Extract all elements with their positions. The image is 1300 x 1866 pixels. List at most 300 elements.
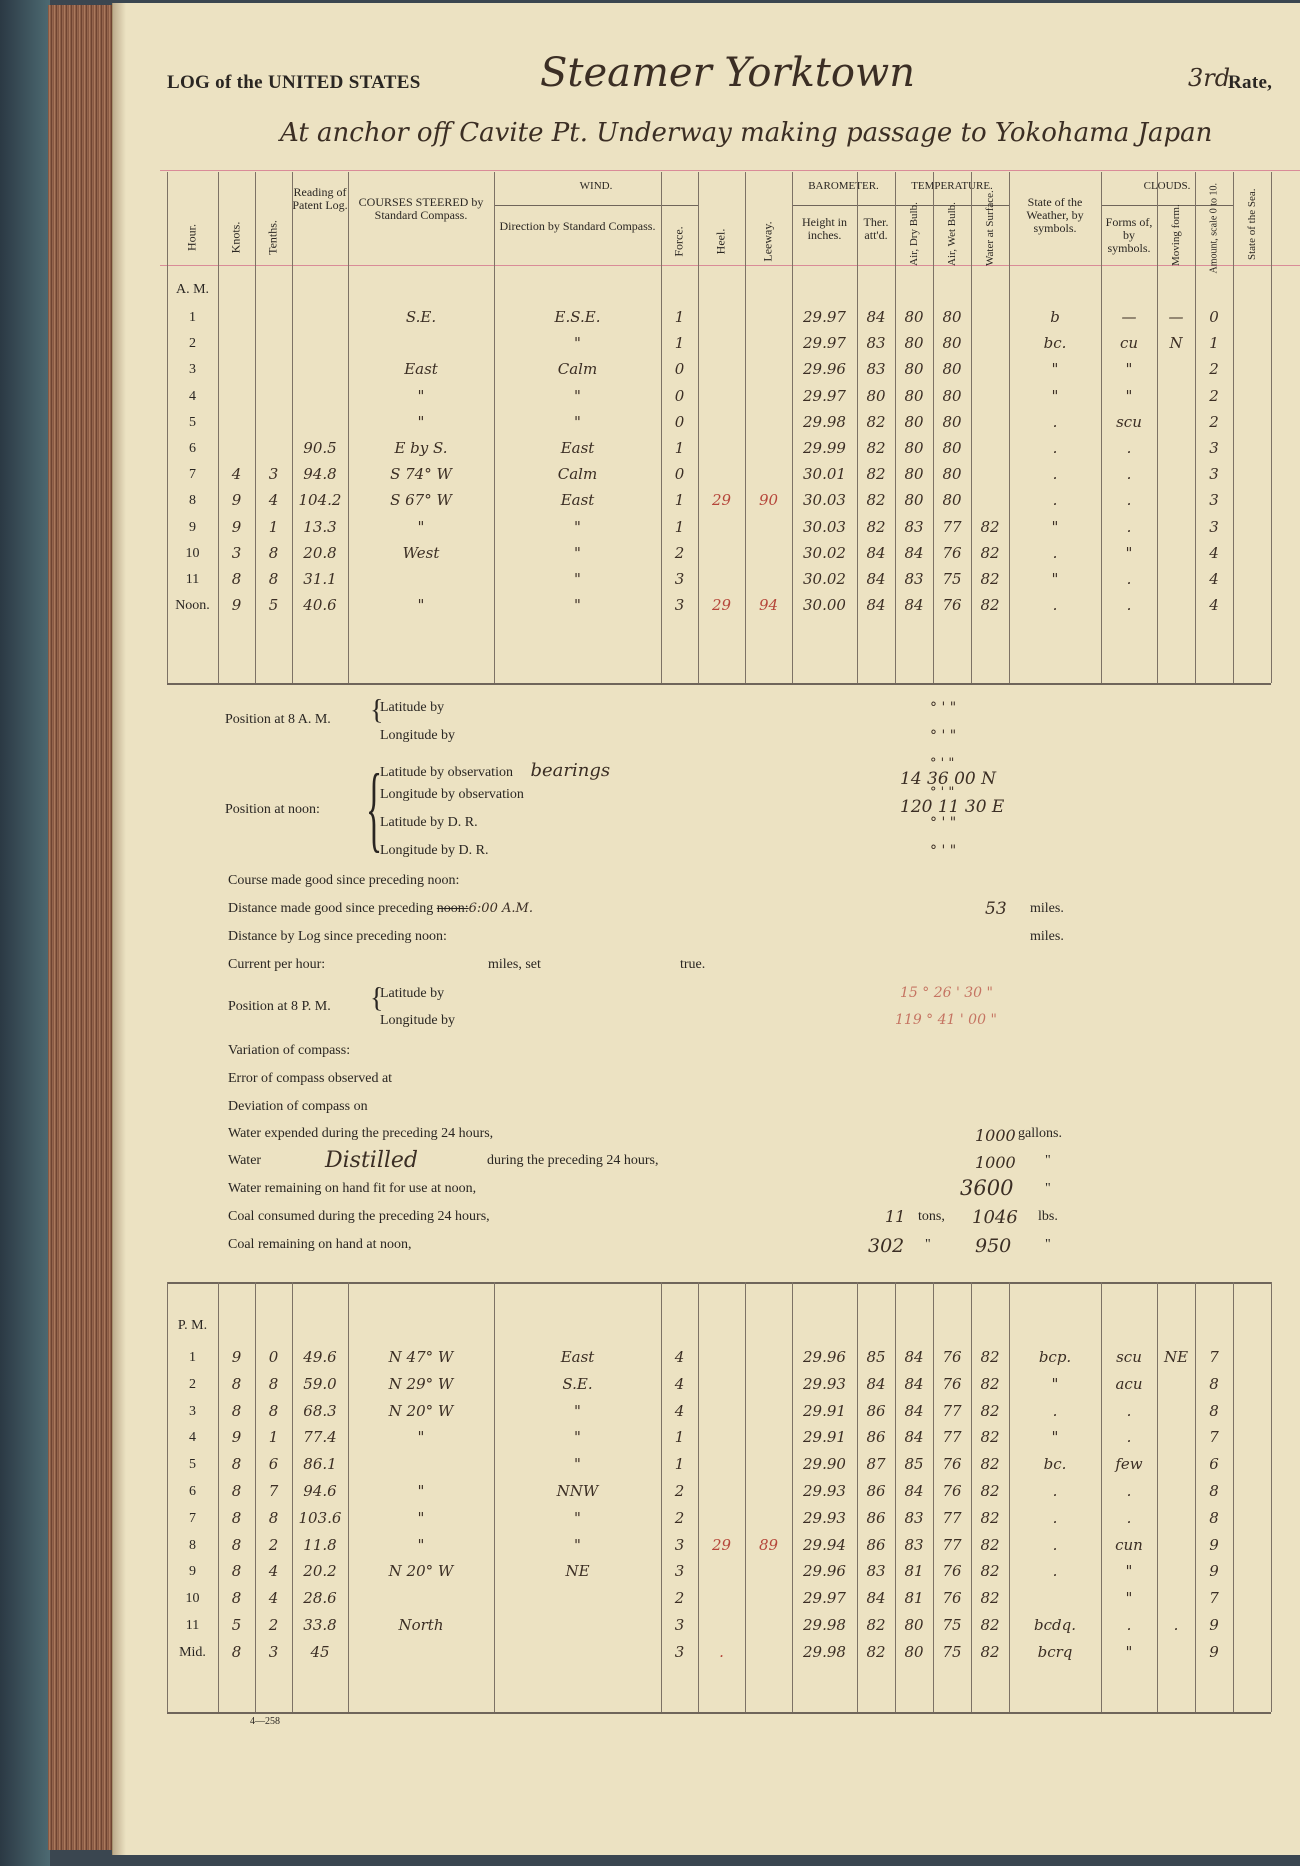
pm-cell-log-4: 86.1 — [303, 1455, 337, 1474]
pm-cell-weather-2: . — [1052, 1401, 1058, 1420]
pm-cell-forms-6: . — [1126, 1508, 1132, 1527]
am-cell-tenths-7: 4 — [268, 491, 279, 510]
am-cell-amount-3: 2 — [1209, 386, 1219, 405]
pm-cell-water-5: 82 — [980, 1482, 1000, 1500]
col-dry: Air, Dry Bulb. — [908, 202, 920, 266]
am-cell-ther-3: 80 — [866, 386, 886, 405]
pm-cell-forms-0: scu — [1116, 1348, 1142, 1366]
am-cell-forms-10: . — [1126, 570, 1132, 588]
pm-cell-bar-11: 29.98 — [803, 1642, 846, 1661]
col-forms: Forms of, by symbols. — [1105, 215, 1153, 255]
pm-cell-ther-6: 86 — [866, 1508, 886, 1527]
pm-cell-bar-2: 29.91 — [803, 1401, 846, 1420]
label-8pm-lat: Latitude by — [380, 986, 445, 1001]
pm-cell-bar-4: 29.90 — [803, 1455, 846, 1474]
pm-cell-amount-7: 9 — [1209, 1535, 1219, 1554]
pm-cell-weather-0: bcp. — [1038, 1348, 1072, 1366]
am-cell-bar-0: 29.97 — [803, 308, 846, 326]
am-hour-6: 7 — [189, 467, 196, 483]
pm-cell-bar-0: 29.96 — [803, 1348, 846, 1366]
rate-number: 3rd — [1188, 64, 1231, 92]
am-cell-heel-11: 29 — [711, 596, 732, 615]
pm-cell-ther-3: 86 — [866, 1428, 886, 1447]
pm-cell-knots-4: 8 — [231, 1455, 242, 1474]
pm-cell-water-3: 82 — [980, 1428, 1000, 1447]
label-variation: Variation of compass: — [228, 1043, 351, 1058]
am-cell-course-4: " — [417, 412, 425, 431]
col-tenths: Tenths. — [265, 220, 280, 255]
pm-cell-moving-10: . — [1173, 1616, 1179, 1634]
am-cell-water-11: 82 — [980, 596, 1000, 615]
pm-cell-ther-5: 86 — [866, 1482, 886, 1500]
pm-cell-course-1: N 29° W — [388, 1374, 454, 1393]
am-cell-dry-5: 80 — [904, 439, 924, 457]
col-leeway: Leeway. — [760, 221, 775, 262]
pm-cell-course-3: " — [417, 1428, 425, 1447]
am-cell-wet-4: 80 — [942, 412, 962, 431]
am-cell-ther-1: 83 — [866, 334, 886, 353]
am-cell-tenths-8: 1 — [268, 517, 279, 536]
brace-noon: { — [366, 754, 383, 861]
am-hour-8: 9 — [189, 519, 196, 535]
col-bar-height: Height in inches. — [802, 215, 847, 242]
label-dist-log: Distance by Log since preceding noon: — [228, 929, 447, 944]
am-cell-ther-6: 82 — [866, 465, 886, 484]
label-noon-lon-obs: Longitude by observation — [380, 787, 524, 802]
am-cell-forms-11: . — [1126, 596, 1132, 615]
am-cell-forms-2: " — [1125, 360, 1133, 379]
pm-cell-dry-8: 81 — [904, 1562, 924, 1581]
book-page-edges — [48, 5, 118, 1850]
am-cell-dry-7: 80 — [904, 491, 924, 510]
am-hour-0: 1 — [189, 310, 196, 325]
marks-noon-lon: ° ' " — [930, 785, 955, 800]
pm-cell-log-6: 103.6 — [298, 1508, 342, 1527]
am-cell-course-5: E by S. — [394, 439, 448, 457]
vessel-name: Steamer Yorktown — [540, 50, 915, 96]
pm-cell-dry-6: 83 — [904, 1508, 924, 1527]
am-cell-forms-0: — — [1121, 308, 1137, 326]
pm-cell-forms-3: . — [1126, 1428, 1132, 1447]
pm-cell-water-4: 82 — [980, 1455, 1000, 1474]
value-8pm-lon: 119 ° 41 ' 00 " — [895, 1012, 997, 1028]
brace-8am: { — [370, 695, 384, 726]
pm-top-rule — [167, 1282, 1271, 1284]
am-cell-knots-6: 4 — [231, 465, 242, 484]
label-noon-lat-dr: Latitude by D. R. — [380, 815, 478, 830]
pm-cell-wdir-5: NNW — [556, 1482, 599, 1500]
pm-cell-force-5: 2 — [674, 1482, 685, 1500]
background-dark — [0, 0, 50, 1866]
label-dist-good — [228, 901, 533, 917]
pm-vline-heel — [745, 1282, 746, 1712]
am-cell-weather-3: " — [1051, 386, 1059, 405]
marks-noon-lon-dr: ° ' " — [930, 843, 957, 859]
pm-cell-dry-11: 80 — [904, 1642, 924, 1661]
label-water-remaining: Water remaining on hand fit for use at noon, — [228, 1181, 477, 1196]
value-dist-good: 53 — [985, 899, 1007, 919]
am-cell-bar-1: 29.97 — [803, 334, 846, 353]
pm-cell-log-1: 59.0 — [303, 1374, 337, 1393]
am-cell-weather-10: " — [1051, 570, 1059, 588]
pm-cell-force-7: 3 — [674, 1535, 685, 1554]
am-cell-forms-7: . — [1126, 491, 1132, 510]
am-cell-weather-7: . — [1052, 491, 1058, 510]
pm-cell-weather-11: bcrq — [1037, 1642, 1073, 1661]
ditto-gallons-2: " — [1045, 1181, 1051, 1196]
pm-hour-5: 6 — [189, 1484, 196, 1499]
am-vline-forms — [1157, 172, 1158, 683]
pm-cell-wet-3: 77 — [942, 1428, 962, 1447]
am-cell-wdir-5: East — [560, 439, 595, 457]
am-cell-wet-8: 77 — [942, 517, 962, 536]
am-cell-bar-2: 29.96 — [803, 360, 846, 379]
pm-cell-weather-10: bcdq. — [1034, 1616, 1076, 1634]
pm-cell-knots-3: 9 — [231, 1428, 242, 1447]
pm-cell-wet-11: 75 — [942, 1642, 962, 1661]
pm-cell-ther-1: 84 — [866, 1374, 886, 1393]
pm-cell-weather-7: . — [1052, 1535, 1058, 1554]
pm-cell-force-10: 3 — [674, 1616, 685, 1634]
am-cell-force-8: 1 — [674, 517, 685, 536]
pm-cell-knots-0: 9 — [231, 1348, 242, 1366]
pm-cell-water-10: 82 — [980, 1616, 1000, 1634]
am-cell-wdir-3: " — [574, 386, 581, 405]
am-cell-forms-1: cu — [1119, 334, 1139, 353]
col-force: Force. — [671, 226, 686, 257]
pm-cell-log-10: 33.8 — [303, 1616, 337, 1634]
am-cell-dry-10: 83 — [904, 570, 924, 588]
am-cell-force-2: 0 — [674, 360, 685, 379]
pm-hour-4: 5 — [189, 1457, 196, 1473]
am-cell-tenths-6: 3 — [268, 465, 279, 484]
am-cell-force-6: 0 — [674, 465, 685, 484]
col-temperature: TEMPERATURE. — [911, 180, 993, 192]
pm-cell-course-7: " — [417, 1535, 425, 1554]
am-cell-ther-2: 83 — [866, 360, 886, 379]
am-cell-amount-5: 3 — [1209, 439, 1219, 457]
ditto-lbs: " — [1045, 1237, 1051, 1252]
pm-cell-forms-10: . — [1126, 1616, 1132, 1634]
am-hour-11: Noon. — [175, 598, 210, 614]
am-cell-dry-4: 80 — [904, 412, 924, 431]
am-cell-dry-6: 80 — [904, 465, 924, 484]
brace-8pm: { — [370, 983, 384, 1014]
pm-cell-course-5: " — [417, 1482, 425, 1500]
am-cell-dry-0: 80 — [904, 308, 924, 326]
pm-cell-forms-4: few — [1115, 1455, 1143, 1474]
pm-cell-force-6: 2 — [674, 1508, 685, 1527]
pm-cell-amount-5: 8 — [1209, 1482, 1219, 1500]
label-water-during: during the preceding 24 hours, — [487, 1153, 659, 1168]
marks-8am-lon: ° ' " — [930, 728, 957, 744]
pm-cell-tenths-4: 6 — [268, 1455, 279, 1474]
pm-cell-amount-8: 9 — [1209, 1562, 1219, 1581]
pm-cell-force-8: 3 — [674, 1562, 685, 1581]
am-hour-1: 2 — [189, 336, 196, 352]
pm-cell-weather-5: . — [1052, 1482, 1058, 1500]
label-miles-2: miles. — [1030, 929, 1064, 944]
am-cell-forms-8: . — [1126, 517, 1132, 536]
value-coal-rem-tons: 302 — [868, 1235, 905, 1257]
am-cell-amount-8: 3 — [1209, 517, 1219, 536]
pm-cell-tenths-10: 2 — [268, 1616, 279, 1634]
pm-cell-knots-10: 5 — [231, 1616, 242, 1634]
pm-cell-heel-7: 29 — [711, 1535, 732, 1554]
pm-hour-3: 4 — [189, 1430, 196, 1446]
pm-cell-water-2: 82 — [980, 1401, 1000, 1420]
marks-8am-lat: ° ' " — [930, 700, 957, 716]
label-error: Error of compass observed at — [228, 1071, 393, 1086]
col-wind: WIND. — [579, 180, 613, 192]
am-cell-dry-11: 84 — [904, 596, 924, 615]
label-coal-remaining: Coal remaining on hand at noon, — [228, 1237, 412, 1252]
col-hour: Hour. — [184, 224, 199, 251]
am-cell-course-7: S 67° W — [390, 491, 452, 510]
pm-cell-dry-0: 84 — [904, 1348, 924, 1366]
marks-noon-lat-dr: ° ' " — [930, 815, 957, 831]
am-cell-knots-9: 3 — [231, 543, 242, 562]
am-cell-force-3: 0 — [674, 386, 685, 405]
pm-cell-amount-4: 6 — [1209, 1455, 1219, 1474]
am-cell-wdir-8: " — [574, 517, 581, 536]
marks-noon-lat: ° ' " — [930, 756, 955, 771]
pm-cell-dry-7: 83 — [904, 1535, 924, 1554]
label-water: Water — [228, 1153, 262, 1168]
pm-cell-forms-2: . — [1126, 1401, 1132, 1420]
pm-cell-wdir-0: East — [560, 1348, 595, 1366]
pm-cell-wet-10: 75 — [942, 1616, 962, 1634]
am-cell-amount-4: 2 — [1209, 412, 1219, 431]
am-cell-dry-8: 83 — [904, 517, 924, 536]
label-deviation: Deviation of compass on — [228, 1099, 368, 1114]
am-cell-wdir-0: E.S.E. — [554, 308, 601, 326]
value-coal-lbs: 1046 — [972, 1207, 1018, 1228]
value-water-distilled: 1000 — [975, 1153, 1016, 1172]
am-cell-wet-9: 76 — [942, 543, 962, 562]
am-cell-weather-1: bc. — [1043, 334, 1067, 353]
form-number: 4—258 — [250, 1716, 280, 1727]
ditto-tons: " — [925, 1237, 931, 1252]
pm-cell-force-11: 3 — [674, 1642, 685, 1661]
am-cell-bar-9: 30.02 — [803, 543, 846, 562]
pm-cell-wet-0: 76 — [942, 1348, 962, 1366]
am-cell-wdir-11: " — [574, 596, 581, 615]
am-cell-course-6: S 74° W — [390, 465, 452, 484]
col-knots: Knots. — [228, 221, 243, 254]
pm-cell-wdir-6: " — [574, 1508, 581, 1527]
am-cell-force-7: 1 — [674, 491, 685, 510]
rate-label: Rate, — [1228, 72, 1273, 93]
pm-cell-tenths-0: 0 — [268, 1348, 279, 1366]
value-water-expended: 1000 — [975, 1126, 1016, 1145]
am-cell-leeway-7: 90 — [758, 491, 779, 510]
pm-cell-weather-6: . — [1052, 1508, 1058, 1527]
col-patent-log: Reading of Patent Log. — [292, 185, 348, 212]
pm-cell-bar-10: 29.98 — [803, 1616, 846, 1634]
pm-cell-knots-6: 8 — [231, 1508, 242, 1527]
value-water-remaining: 3600 — [960, 1176, 1014, 1200]
pm-cell-knots-2: 8 — [231, 1401, 242, 1420]
am-cell-log-11: 40.6 — [303, 596, 337, 615]
col-wet: Air, Wet Bulb. — [946, 202, 958, 266]
am-cell-course-11: " — [417, 596, 425, 615]
am-hour-5: 6 — [189, 441, 196, 456]
pm-cell-wet-6: 77 — [942, 1508, 962, 1527]
pm-cell-amount-2: 8 — [1209, 1401, 1219, 1420]
pm-cell-wet-5: 76 — [942, 1482, 962, 1500]
pm-period-label: P. M. — [177, 1318, 208, 1333]
pm-cell-wdir-7: " — [574, 1535, 581, 1554]
pm-cell-force-9: 2 — [674, 1589, 685, 1608]
am-cell-dry-9: 84 — [904, 543, 924, 562]
pm-cell-ther-0: 85 — [866, 1348, 886, 1366]
am-cell-tenths-10: 8 — [268, 570, 279, 588]
pm-vline-forms — [1157, 1282, 1158, 1712]
pm-cell-water-7: 82 — [980, 1535, 1000, 1554]
label-position-8pm: Position at 8 P. M. — [228, 999, 331, 1014]
pm-cell-tenths-11: 3 — [268, 1642, 279, 1661]
am-cell-force-4: 0 — [674, 412, 685, 431]
pm-cell-log-11: 45 — [310, 1642, 330, 1661]
pm-cell-course-2: N 20° W — [388, 1401, 454, 1420]
label-course-good: Course made good since preceding noon: — [228, 873, 460, 888]
pm-cell-water-8: 82 — [980, 1562, 1000, 1581]
pm-cell-forms-8: " — [1125, 1562, 1133, 1581]
am-cell-wdir-10: " — [574, 570, 581, 588]
rule-top — [160, 170, 1300, 171]
am-cell-weather-4: . — [1052, 412, 1058, 431]
log-prefix: LOG of the — [167, 72, 263, 93]
am-cell-weather-11: . — [1052, 596, 1058, 615]
label-coal-consumed: Coal consumed during the preceding 24 hours, — [228, 1209, 490, 1224]
pm-cell-forms-7: cun — [1115, 1535, 1143, 1554]
pm-cell-wet-1: 76 — [942, 1374, 962, 1393]
pm-cell-dry-9: 81 — [904, 1589, 924, 1608]
pm-cell-amount-3: 7 — [1209, 1428, 1219, 1447]
col-ther: Ther. att'd. — [863, 215, 889, 242]
am-cell-amount-9: 4 — [1209, 543, 1219, 562]
am-cell-wdir-6: Calm — [557, 465, 598, 484]
am-cell-wdir-4: " — [574, 412, 581, 431]
pm-cell-log-3: 77.4 — [303, 1428, 337, 1447]
label-position-noon: Position at noon: — [225, 802, 320, 817]
pm-cell-log-2: 68.3 — [303, 1401, 337, 1420]
label-noon-lat-obs — [380, 760, 610, 781]
am-cell-knots-11: 9 — [231, 596, 242, 615]
col-clouds: CLOUDS. — [1143, 180, 1191, 192]
am-cell-log-6: 94.8 — [303, 465, 337, 484]
am-cell-log-8: 13.3 — [303, 517, 337, 536]
am-cell-forms-9: " — [1125, 543, 1133, 562]
log-us: UNITED STATES — [267, 72, 421, 93]
am-hour-4: 5 — [189, 414, 196, 430]
am-cell-force-5: 1 — [674, 439, 685, 457]
pm-cell-bar-8: 29.96 — [803, 1562, 846, 1581]
am-cell-force-10: 3 — [674, 570, 685, 588]
pm-cell-weather-4: bc. — [1043, 1455, 1067, 1474]
am-bottom-rule — [167, 683, 1271, 685]
pm-cell-tenths-9: 4 — [268, 1589, 279, 1608]
pm-cell-forms-5: . — [1126, 1482, 1132, 1500]
pm-cell-bar-6: 29.93 — [803, 1508, 846, 1527]
am-cell-water-8: 82 — [980, 517, 1000, 536]
am-cell-bar-5: 29.99 — [803, 439, 846, 457]
pm-cell-wdir-3: " — [574, 1428, 581, 1447]
pm-cell-water-9: 82 — [980, 1589, 1000, 1608]
pm-cell-bar-7: 29.94 — [803, 1535, 846, 1554]
am-cell-ther-11: 84 — [866, 596, 886, 615]
am-cell-wet-10: 75 — [942, 570, 962, 588]
pm-cell-ther-4: 87 — [866, 1455, 886, 1474]
pm-cell-tenths-7: 2 — [268, 1535, 279, 1554]
am-cell-log-7: 104.2 — [298, 491, 342, 510]
am-cell-tenths-11: 5 — [268, 596, 279, 615]
value-noon-lat: 14 36 00 N — [900, 769, 996, 789]
pm-cell-knots-9: 8 — [231, 1589, 242, 1608]
am-cell-wdir-9: " — [574, 543, 581, 562]
am-cell-knots-8: 9 — [231, 517, 242, 536]
am-cell-weather-9: . — [1052, 543, 1058, 562]
pm-cell-bar-1: 29.93 — [803, 1374, 846, 1393]
pm-hour-1: 2 — [189, 1376, 196, 1392]
hand-bearings: bearings — [530, 760, 611, 781]
value-8pm-lat: 15 ° 26 ' 30 " — [900, 985, 993, 1001]
am-cell-wet-11: 76 — [942, 596, 962, 615]
am-cell-log-5: 90.5 — [303, 439, 337, 457]
label-dist-good-text: Distance made good since preceding — [228, 901, 434, 916]
pm-cell-ther-11: 82 — [866, 1642, 886, 1661]
am-cell-forms-6: . — [1126, 465, 1132, 484]
pm-cell-moving-0: NE — [1163, 1348, 1189, 1366]
am-cell-weather-0: b — [1050, 308, 1060, 326]
pm-cell-amount-0: 7 — [1209, 1348, 1219, 1366]
pm-cell-weather-8: . — [1052, 1562, 1058, 1581]
pm-cell-log-7: 11.8 — [303, 1535, 337, 1554]
pm-cell-log-0: 49.6 — [303, 1348, 337, 1366]
am-cell-amount-10: 4 — [1209, 570, 1219, 588]
pm-hour-2: 3 — [189, 1403, 196, 1419]
am-cell-weather-8: " — [1051, 517, 1059, 536]
am-cell-bar-11: 30.00 — [803, 596, 846, 615]
pm-hour-0: 1 — [189, 1350, 196, 1365]
am-cell-wdir-1: " — [574, 334, 581, 353]
pm-cell-ther-7: 86 — [866, 1535, 886, 1554]
location-line: At anchor off Cavite Pt. Underway making passage to Yokohama Japan — [280, 118, 1213, 148]
pm-cell-forms-9: " — [1125, 1589, 1133, 1608]
col-barometer: BAROMETER. — [808, 180, 879, 192]
pm-cell-tenths-2: 8 — [268, 1401, 279, 1420]
pm-cell-wet-2: 77 — [942, 1401, 962, 1420]
am-cell-ther-5: 82 — [866, 439, 886, 457]
col-heel: Heel. — [713, 228, 728, 255]
label-true: true. — [680, 957, 706, 972]
pm-cell-water-11: 82 — [980, 1642, 1000, 1661]
pm-cell-tenths-3: 1 — [268, 1428, 279, 1447]
pm-hour-9: 10 — [185, 1591, 200, 1607]
pm-cell-wet-4: 76 — [942, 1455, 962, 1474]
pm-cell-log-5: 94.6 — [303, 1482, 337, 1500]
barometer-group-rule — [792, 205, 895, 206]
wind-group-rule — [494, 205, 698, 206]
pm-cell-weather-3: " — [1051, 1428, 1059, 1447]
am-cell-forms-5: . — [1126, 439, 1132, 457]
label-lbs: lbs. — [1038, 1209, 1058, 1224]
label-gallons: gallons. — [1018, 1126, 1062, 1141]
am-cell-wet-1: 80 — [942, 334, 962, 353]
am-cell-water-10: 82 — [980, 570, 1000, 588]
am-cell-forms-3: " — [1125, 386, 1133, 405]
